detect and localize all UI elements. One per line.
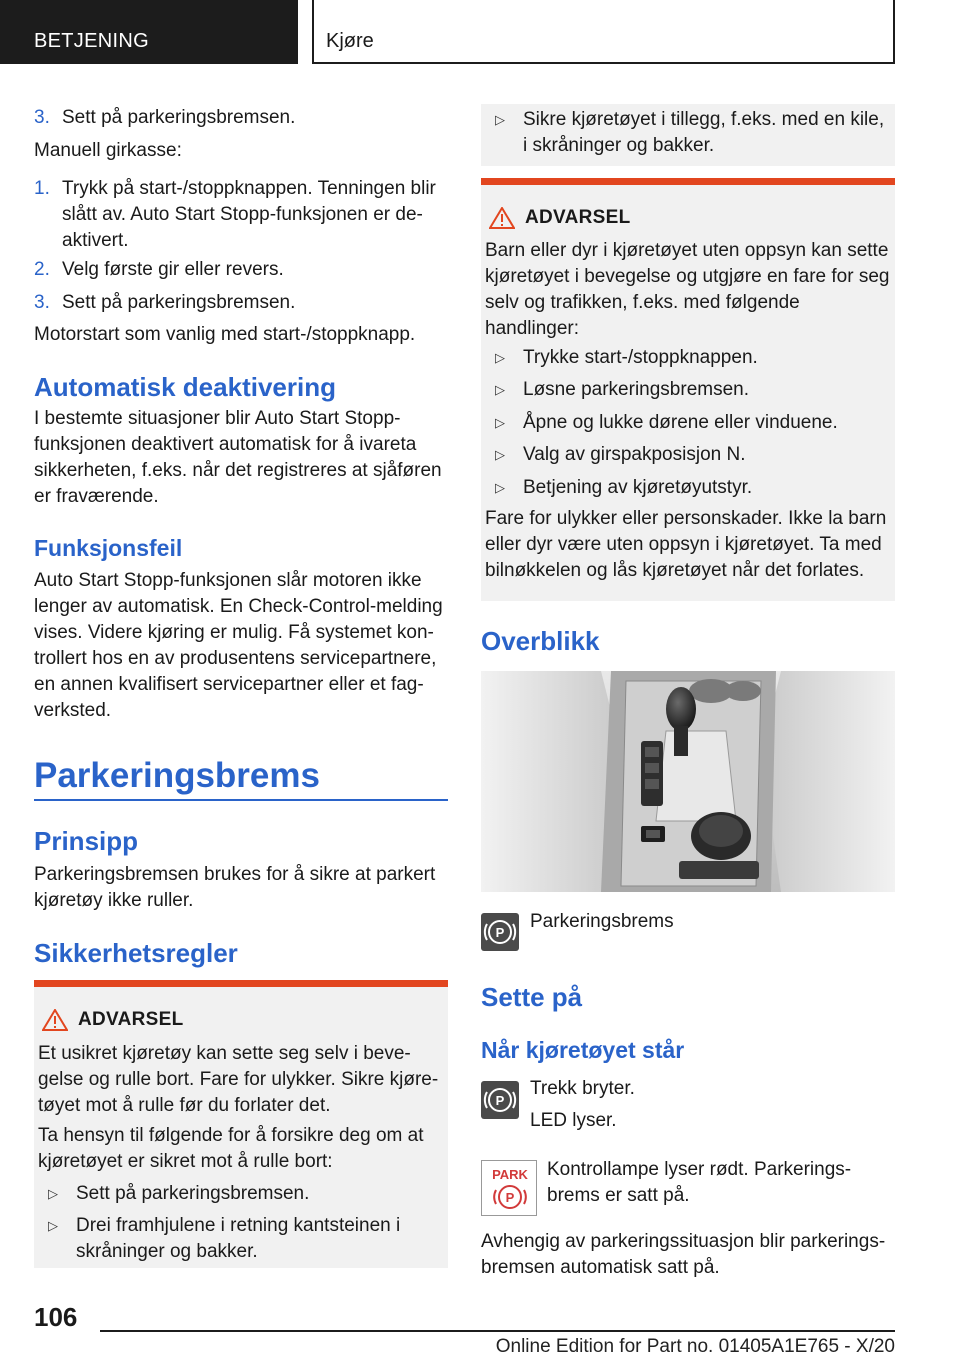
warning-text: Et usikret kjøretøy kan sette seg selv i bevegelse og rulle bort. Fare for ulykker. Sikre kjøretøyet mot å rulle før du forlater det. <box>38 1043 439 1116</box>
bullet-text: Sikre kjøretøyet i tillegg, f.eks. med en kile, i skråninger og bakker. <box>523 109 885 156</box>
list-item <box>34 257 448 283</box>
led-text: LED lyser. <box>530 1110 617 1131</box>
parking-brake-switch-icon <box>481 1081 519 1119</box>
motorstart-text: Motorstart som vanlig med start-/stoppknapp. <box>34 324 416 345</box>
apply-heading: Sette på <box>481 982 583 1012</box>
bullet-marker-icon: ▷ <box>495 112 505 127</box>
warning-triangle-icon <box>42 1009 68 1031</box>
principle-heading: Prinsipp <box>34 826 139 856</box>
bullet-box <box>481 104 895 166</box>
list-text: Velg første gir eller revers. <box>62 259 284 280</box>
bullet-text: Sett på parkeringsbremsen. <box>76 1183 310 1204</box>
footer-rule <box>100 1330 895 1332</box>
safety-heading: Sikkerhetsregler <box>34 938 238 968</box>
list-number: 3. <box>34 292 50 313</box>
list-number: 3. <box>34 107 50 128</box>
list-number: 1. <box>34 178 50 199</box>
warning-title: ADVARSEL <box>525 207 631 228</box>
bullet-text: Betjening av kjøretøyutstyr. <box>523 477 753 498</box>
warning-text: Barn eller dyr i kjøretøyet uten oppsyn kan sette kjøretøyet i bevegelse og utgjøre en fare for seg selv og trafikken, f.eks. med følgende handlinger: <box>485 240 890 339</box>
warning-title: ADVARSEL <box>78 1009 184 1030</box>
auto-apply-text: Avhengig av parkeringssituasjon blir parkeringsbremsen automatisk satt på. <box>481 1231 886 1278</box>
bullet-item <box>48 1213 442 1265</box>
list-item <box>34 105 448 131</box>
bullet-text: Drei framhjulene i retning kantsteinen i skråninger og bakker. <box>76 1215 401 1262</box>
bullet-marker-icon: ▷ <box>495 415 505 430</box>
section-tab: BETJENING <box>0 0 298 64</box>
bullet-marker-icon: ▷ <box>495 447 505 462</box>
bullet-item <box>495 107 889 159</box>
bullet-item <box>495 475 889 501</box>
icon-caption: Parkeringsbrems <box>530 911 674 932</box>
bullet-marker-icon: ▷ <box>48 1186 58 1201</box>
parking-brake-switch-icon <box>481 913 519 951</box>
warning-text: Fare for ulykker eller personskader. Ikke la barn eller dyr være uten oppsyn i kjøretøyet. Ta med bilnøkkelen og lås kjøretøyet når det forlates. <box>485 508 887 581</box>
chapter-tab: Kjøre <box>312 0 895 64</box>
park-indicator-icon <box>481 1160 537 1216</box>
edition-text: Online Edition for Part no. 01405A1E765 - X/20 <box>495 1336 895 1357</box>
center-console-image <box>481 671 895 892</box>
bullet-item <box>495 377 889 403</box>
warning-bar <box>34 980 448 987</box>
list-text: Sett på parkeringsbremsen. <box>62 292 296 313</box>
list-item <box>34 176 448 254</box>
svg-text:P: P <box>495 925 505 940</box>
park-icon-label: PARK <box>492 1167 528 1182</box>
bullet-text: Åpne og lukke dørene eller vinduene. <box>523 412 838 433</box>
bullet-text: Løsne parkeringsbremsen. <box>523 379 749 400</box>
bullet-item <box>495 410 889 436</box>
principle-text: Parkeringsbremsen brukes for å sikre at parkert kjøretøy ikke ruller. <box>34 864 436 911</box>
lamp-text: Kontrollampe lyser rødt. Parkeringsbrems er satt på. <box>547 1159 852 1206</box>
fault-heading: Funksjonsfeil <box>34 535 183 561</box>
bullet-item <box>495 442 889 468</box>
stationary-heading: Når kjøretøyet står <box>481 1037 685 1063</box>
pull-switch-text: Trekk bryter. <box>530 1078 635 1099</box>
parking-brake-heading: Parkeringsbrems <box>34 756 320 795</box>
manual-label: Manuell girkasse: <box>34 140 182 161</box>
heading-rule <box>34 799 448 801</box>
overview-heading: Overblikk <box>481 626 600 656</box>
bullet-marker-icon: ▷ <box>495 350 505 365</box>
warning-text: Ta hensyn til følgende for å forsikre deg om at kjøretøyet er sikret mot å rulle bort: <box>38 1125 424 1172</box>
list-text: Sett på parkeringsbremsen. <box>62 107 296 128</box>
svg-text:P: P <box>505 1190 515 1205</box>
auto-heading: Automatisk deaktivering <box>34 372 336 402</box>
warning-bar <box>481 178 895 185</box>
bullet-marker-icon: ▷ <box>495 480 505 495</box>
svg-text:P: P <box>495 1093 505 1108</box>
auto-text: I bestemte situasjoner blir Auto Start Stopp-funksjonen deaktivert automatisk for å ivareta sikkerheten, f.eks. når det registreres at sjåføren er fraværende. <box>34 408 442 507</box>
warning-box <box>481 178 895 601</box>
warning-triangle-icon <box>489 207 515 229</box>
bullet-marker-icon: ▷ <box>48 1218 58 1233</box>
center-console-photo <box>481 671 895 892</box>
bullet-item <box>48 1181 442 1207</box>
fault-text: Auto Start Stopp-funksjonen slår motoren ikke lenger av automatisk. En Check-Control-melding vises. Videre kjøring er mulig. Få systemet kontrollert hos en av produsentens servicepartnere, en annen kvalifisert servicepartner eller et fagverksted. <box>34 570 443 721</box>
warning-box <box>34 980 448 1268</box>
list-number: 2. <box>34 259 50 280</box>
list-item <box>34 290 448 316</box>
bullet-text: Valg av girspakposisjon N. <box>523 444 746 465</box>
bullet-text: Trykke start-/stoppknappen. <box>523 347 758 368</box>
page-number: 106 <box>34 1302 78 1332</box>
bullet-marker-icon: ▷ <box>495 382 505 397</box>
bullet-item <box>495 345 889 371</box>
list-text: Trykk på start-/stoppknappen. Tenningen blir slått av. Auto Start Stopp-funksjonen er deaktivert. <box>62 178 436 251</box>
